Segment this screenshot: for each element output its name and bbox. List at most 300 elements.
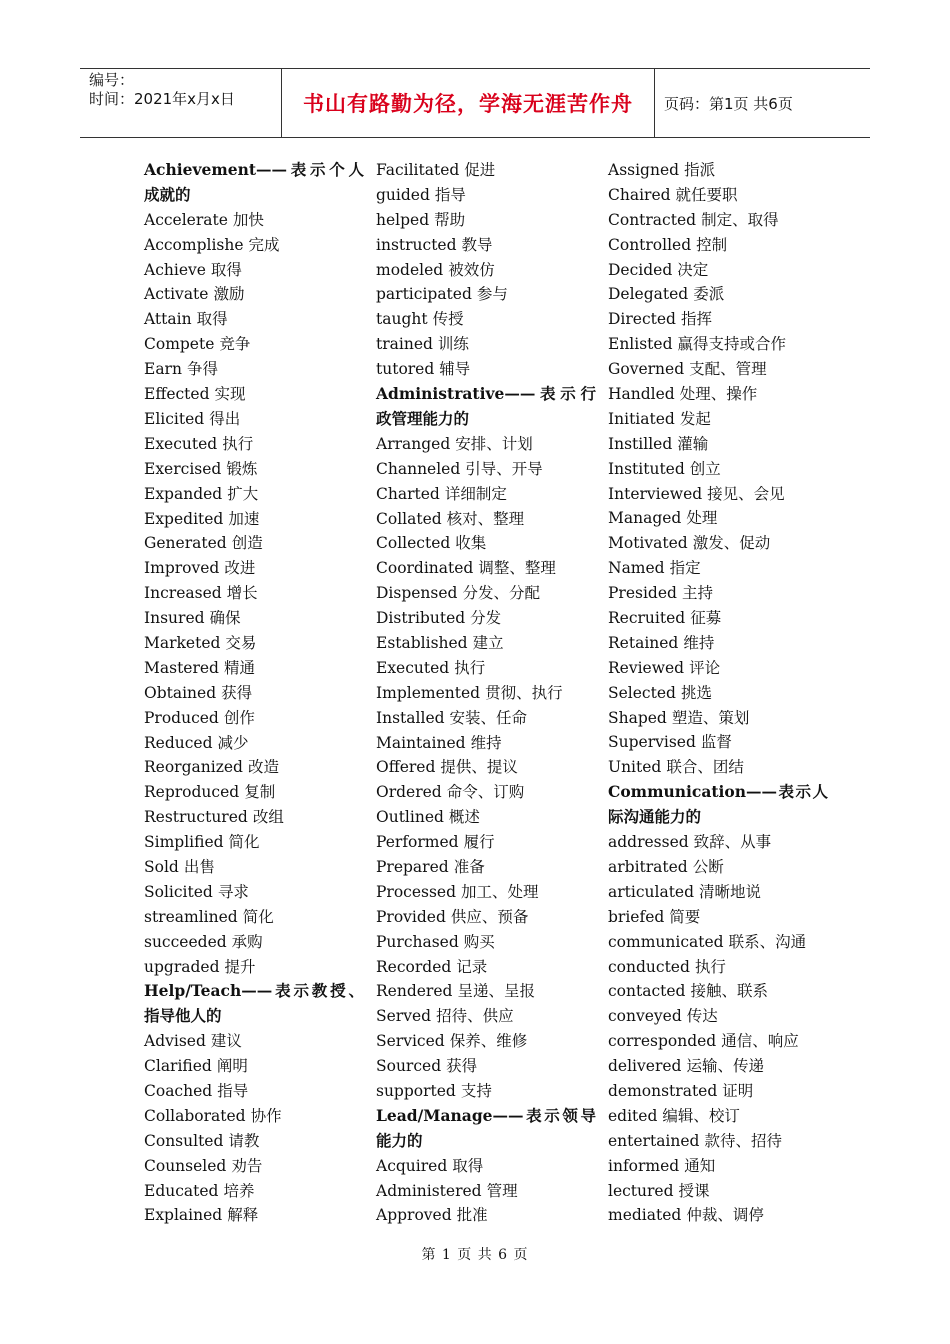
- chinese-meaning: 指派: [684, 161, 716, 179]
- chinese-meaning: 交易: [225, 633, 257, 652]
- vocab-entry: [608, 955, 828, 980]
- chinese-meaning: 履行: [463, 833, 495, 852]
- vocab-entry: [376, 307, 596, 332]
- vocab-entry: [608, 730, 828, 755]
- vocab-entry: [376, 955, 596, 980]
- chinese-meaning: 承购: [231, 932, 263, 951]
- chinese-meaning: 加工、处理: [461, 882, 539, 901]
- english-word: Restructured: [144, 808, 248, 827]
- vocab-entry: [376, 731, 596, 756]
- english-word: Recorded: [376, 957, 452, 976]
- vocab-entry: [608, 382, 828, 407]
- english-word: Purchased: [376, 932, 459, 951]
- vocab-entry: [144, 208, 364, 233]
- vocab-entry: [144, 1054, 364, 1079]
- chinese-meaning: 创立: [689, 459, 721, 478]
- english-word: Outlined: [376, 808, 444, 827]
- english-word: Accomplishe: [144, 235, 244, 254]
- vocab-entry: [144, 631, 364, 656]
- chinese-meaning: 呈递、呈报: [457, 982, 535, 1001]
- chinese-meaning: 引导、开导: [465, 459, 543, 478]
- english-word: informed: [608, 1156, 680, 1175]
- vocab-entry: [608, 706, 828, 731]
- chinese-meaning: 分发: [470, 609, 502, 628]
- vocab-entry: [376, 681, 596, 706]
- english-word: Acquired: [376, 1156, 448, 1175]
- english-word: upgraded: [144, 957, 220, 976]
- vocab-entry: [144, 930, 364, 955]
- vocab-entry: [376, 1203, 596, 1228]
- vocab-entry: [608, 880, 828, 905]
- vocab-entry: [608, 1203, 828, 1228]
- vocab-entry: [144, 1079, 364, 1104]
- chinese-meaning: 概述: [448, 808, 480, 827]
- chinese-meaning: 提供、提议: [440, 758, 518, 777]
- english-word: Attain: [144, 310, 192, 329]
- english-word: corresponded: [608, 1032, 717, 1051]
- chinese-meaning: 促进: [464, 161, 496, 179]
- english-word: Controlled: [608, 235, 692, 254]
- english-word: Presided: [608, 584, 677, 603]
- english-word: participated: [376, 285, 472, 304]
- english-word: Collected: [376, 534, 451, 553]
- vocab-entry: [376, 1004, 596, 1029]
- chinese-meaning: 维持: [470, 733, 502, 752]
- english-word: Charted: [376, 484, 440, 503]
- chinese-meaning: 简要: [669, 907, 701, 926]
- column-2: [376, 158, 596, 1228]
- chinese-meaning: 辅导: [439, 360, 471, 379]
- vocab-entry: [608, 208, 828, 233]
- vocab-entry: [608, 1004, 828, 1029]
- chinese-meaning: 制定、取得: [701, 210, 779, 229]
- column-3: [608, 158, 828, 1228]
- english-word: guided: [376, 185, 430, 204]
- english-word: Offered: [376, 758, 436, 777]
- vocab-entry: [608, 407, 828, 432]
- english-word: contacted: [608, 982, 686, 1001]
- english-word: Coordinated: [376, 559, 474, 578]
- english-word: Recruited: [608, 609, 686, 628]
- chinese-meaning: 建立: [472, 633, 504, 652]
- english-word: Reproduced: [144, 783, 240, 802]
- chinese-meaning: 就任要职: [675, 185, 738, 204]
- english-word: Supervised: [608, 733, 696, 752]
- vocab-entry: [144, 482, 364, 507]
- english-word: Administered: [376, 1181, 482, 1200]
- english-word: arbitrated: [608, 857, 688, 876]
- chinese-meaning: 管理: [486, 1181, 518, 1200]
- vocab-entry: [608, 158, 828, 183]
- chinese-meaning: 增长: [226, 584, 258, 603]
- vocab-entry: [144, 531, 364, 556]
- english-word: Achieve: [144, 260, 206, 279]
- chinese-meaning: 致辞、从事: [693, 833, 772, 852]
- english-word: Increased: [144, 584, 222, 603]
- header-motto: 书山有路勤为径，学海无涯苦作舟: [303, 92, 633, 116]
- chinese-meaning: 控制: [696, 235, 728, 254]
- vocab-entry: [144, 880, 364, 905]
- chinese-meaning: 指导: [434, 185, 466, 204]
- english-word: Processed: [376, 882, 457, 901]
- vocab-entry: [376, 780, 596, 805]
- vocab-entry: [144, 457, 364, 482]
- chinese-meaning: 编辑、校订: [662, 1106, 740, 1125]
- vocab-entry: [376, 282, 596, 307]
- chinese-meaning: 指导: [217, 1082, 249, 1101]
- vocab-entry: [144, 755, 364, 780]
- english-word: Motivated: [608, 534, 688, 553]
- chinese-meaning: 争得: [186, 360, 218, 379]
- chinese-meaning: 锻炼: [226, 459, 258, 478]
- vocab-entry: [144, 1154, 364, 1179]
- chinese-meaning: 供应、预备: [450, 907, 529, 926]
- english-word: Decided: [608, 260, 673, 279]
- chinese-meaning: 教导: [461, 235, 493, 254]
- english-word: Sold: [144, 857, 179, 876]
- vocab-entry: [608, 1154, 828, 1179]
- chinese-meaning: 公断: [692, 857, 724, 876]
- chinese-meaning: 贯彻、执行: [485, 683, 563, 702]
- english-word: Shaped: [608, 708, 667, 727]
- vocab-entry: [608, 1054, 828, 1079]
- chinese-meaning: 执行: [222, 434, 254, 453]
- vocab-entry: [608, 1179, 828, 1204]
- vocab-entry: [144, 307, 364, 332]
- chinese-meaning: 决定: [677, 260, 709, 279]
- chinese-meaning: 联系、沟通: [728, 932, 807, 951]
- vocab-entry: [376, 258, 596, 283]
- vocab-entry: [608, 830, 828, 855]
- english-word: Served: [376, 1007, 432, 1026]
- english-word: Generated: [144, 534, 227, 553]
- vocab-entry: [144, 581, 364, 606]
- vocab-entry: [144, 830, 364, 855]
- vocab-entry: [608, 332, 828, 357]
- vocab-entry: [376, 1054, 596, 1079]
- english-word: Marketed: [144, 633, 221, 652]
- chinese-meaning: 购买: [463, 932, 495, 951]
- vocab-entry: [144, 855, 364, 880]
- chinese-meaning: 取得: [196, 310, 228, 329]
- chinese-meaning: 安装、任命: [449, 708, 528, 727]
- vocab-entry: [608, 905, 828, 930]
- serial-label: 编号：: [89, 71, 135, 89]
- chinese-meaning: 监督: [700, 733, 732, 752]
- vocab-entry: [608, 432, 828, 457]
- english-word: Executed: [144, 434, 218, 453]
- english-word: Distributed: [376, 609, 466, 628]
- english-word: instructed: [376, 235, 457, 254]
- vocab-entry: [376, 855, 596, 880]
- vocab-entry: [608, 979, 828, 1004]
- chinese-meaning: 评论: [689, 658, 721, 677]
- chinese-meaning: 加快: [232, 210, 264, 229]
- chinese-meaning: 核对、整理: [446, 509, 525, 528]
- chinese-meaning: 详细制定: [444, 484, 507, 503]
- vocab-entry: [608, 855, 828, 880]
- chinese-meaning: 准备: [453, 857, 485, 876]
- english-word: Advised: [144, 1032, 206, 1051]
- vocab-entry: [376, 656, 596, 681]
- chinese-meaning: 赢得支持或合作: [677, 335, 787, 354]
- english-word: Handled: [608, 385, 675, 404]
- header-page-label: 页码：第1页 共6页: [664, 94, 793, 113]
- english-word: Serviced: [376, 1032, 445, 1051]
- chinese-meaning: 保养、维修: [449, 1032, 528, 1051]
- english-word: Simplified: [144, 833, 224, 852]
- chinese-meaning: 取得: [210, 260, 242, 279]
- vocab-entry: [376, 979, 596, 1004]
- chinese-meaning: 创造: [231, 534, 263, 553]
- english-word: succeeded: [144, 932, 227, 951]
- english-word: Established: [376, 633, 468, 652]
- chinese-meaning: 挑选: [680, 683, 712, 702]
- chinese-meaning: 指定: [669, 559, 701, 578]
- english-word: Reorganized: [144, 758, 243, 777]
- vocab-entry: [608, 1129, 828, 1154]
- vocab-entry: [144, 656, 364, 681]
- vocab-entry: [144, 432, 364, 457]
- english-word: Channeled: [376, 459, 461, 478]
- english-word: supported: [376, 1081, 456, 1100]
- english-word: Effected: [144, 385, 210, 404]
- chinese-meaning: 减少: [217, 733, 249, 752]
- chinese-meaning: 调整、整理: [478, 559, 556, 578]
- vocab-entry: [376, 482, 596, 507]
- vocab-entry: [376, 706, 596, 731]
- vocab-entry: [144, 1104, 364, 1129]
- vocab-entry: [608, 581, 828, 606]
- vocab-entry: [144, 282, 364, 307]
- vocab-entry: [144, 805, 364, 830]
- chinese-meaning: 委派: [693, 285, 725, 304]
- chinese-meaning: 传达: [686, 1007, 718, 1026]
- vocab-entry: [376, 183, 596, 208]
- english-word: Named: [608, 559, 665, 578]
- english-word: United: [608, 758, 662, 777]
- english-word: Assigned: [608, 161, 680, 179]
- vocab-entry: [608, 258, 828, 283]
- vocab-entry: [376, 432, 596, 457]
- english-word: conveyed: [608, 1007, 682, 1026]
- chinese-meaning: 竞争: [219, 335, 251, 354]
- page-header: [80, 68, 870, 138]
- english-word: addressed: [608, 833, 689, 852]
- vocab-entry: [144, 407, 364, 432]
- chinese-meaning: 得出: [209, 409, 241, 428]
- vocab-entry: [376, 830, 596, 855]
- vocab-entry: [376, 755, 596, 780]
- english-word: Accelerate: [144, 210, 228, 229]
- english-word: Elicited: [144, 409, 205, 428]
- vocab-entry: [144, 905, 364, 930]
- chinese-meaning: 寻求: [217, 882, 249, 901]
- vocab-entry: [376, 357, 596, 382]
- time-label: 时间：2021年x月x日: [89, 90, 235, 108]
- section-heading: Communication——表示人际沟通能力的: [608, 782, 828, 827]
- english-word: Implemented: [376, 683, 481, 702]
- english-word: Executed: [376, 658, 450, 677]
- english-word: lectured: [608, 1181, 674, 1200]
- english-word: edited: [608, 1106, 658, 1125]
- section-heading: Lead/Manage——表示领导能力的: [376, 1105, 596, 1150]
- chinese-meaning: 塑造、策划: [671, 708, 750, 727]
- chinese-meaning: 收集: [455, 534, 487, 553]
- english-word: conducted: [608, 957, 690, 976]
- chinese-meaning: 实现: [214, 385, 246, 404]
- english-word: Reviewed: [608, 658, 685, 677]
- chinese-meaning: 扩大: [227, 484, 259, 503]
- vocab-entry: [144, 606, 364, 631]
- english-word: Educated: [144, 1181, 219, 1200]
- chinese-meaning: 命令、订购: [446, 783, 525, 802]
- vocab-entry: [376, 457, 596, 482]
- english-word: Prepared: [376, 857, 449, 876]
- vocab-entry: [376, 606, 596, 631]
- chinese-meaning: 发起: [679, 409, 711, 428]
- vocab-entry: [376, 631, 596, 656]
- english-word: Performed: [376, 833, 459, 852]
- chinese-meaning: 提升: [224, 957, 256, 976]
- chinese-meaning: 处理: [686, 509, 718, 528]
- english-word: articulated: [608, 882, 695, 901]
- chinese-meaning: 激发、促动: [692, 534, 771, 553]
- english-word: Governed: [608, 360, 685, 379]
- vocab-entry: [376, 233, 596, 258]
- vocab-entry: [376, 531, 596, 556]
- chinese-meaning: 安排、计划: [455, 434, 533, 453]
- chinese-meaning: 取得: [452, 1156, 484, 1175]
- chinese-meaning: 批准: [456, 1206, 488, 1225]
- english-word: delivered: [608, 1057, 682, 1076]
- vocab-entry: [608, 506, 828, 531]
- vocab-entry: [608, 307, 828, 332]
- english-word: Coached: [144, 1082, 213, 1101]
- english-word: Dispensed: [376, 584, 458, 603]
- vocab-entry: [376, 332, 596, 357]
- chinese-meaning: 协作: [250, 1106, 282, 1125]
- chinese-meaning: 通信、响应: [721, 1032, 799, 1051]
- chinese-meaning: 获得: [221, 683, 253, 702]
- vocab-entry: [144, 507, 364, 532]
- vocab-entry: [376, 581, 596, 606]
- english-word: trained: [376, 335, 433, 354]
- chinese-meaning: 出售: [183, 857, 215, 876]
- vocab-entry: [608, 1104, 828, 1129]
- english-word: Consulted: [144, 1131, 224, 1150]
- chinese-meaning: 授课: [678, 1181, 710, 1200]
- english-word: Approved: [376, 1206, 452, 1225]
- vocab-entry: [376, 556, 596, 581]
- section-heading: Help/Teach——表示教授、指导他人的: [144, 981, 364, 1026]
- chinese-meaning: 仲裁、调停: [686, 1206, 764, 1225]
- chinese-meaning: 运输、传递: [686, 1057, 764, 1076]
- vocab-entry: [376, 158, 596, 183]
- vocab-entry: [376, 880, 596, 905]
- english-word: Managed: [608, 509, 682, 528]
- english-word: Instituted: [608, 459, 685, 478]
- chinese-meaning: 建议: [210, 1032, 242, 1051]
- chinese-meaning: 分发、分配: [462, 584, 540, 603]
- english-word: Interviewed: [608, 484, 703, 503]
- vocab-entry: [376, 905, 596, 930]
- english-word: Installed: [376, 708, 445, 727]
- vocab-entry: [144, 556, 364, 581]
- chinese-meaning: 加速: [228, 509, 260, 528]
- english-word: Instilled: [608, 434, 673, 453]
- vocab-entry: [376, 805, 596, 830]
- vocab-entry: [608, 233, 828, 258]
- chinese-meaning: 阐明: [216, 1057, 248, 1076]
- chinese-meaning: 清晰地说: [699, 882, 762, 901]
- english-word: Expanded: [144, 484, 223, 503]
- vocab-entry: [144, 731, 364, 756]
- english-word: Explained: [144, 1206, 223, 1225]
- vocab-entry: [608, 556, 828, 581]
- english-word: Retained: [608, 633, 679, 652]
- english-word: Provided: [376, 907, 446, 926]
- chinese-meaning: 款待、招待: [704, 1131, 782, 1150]
- chinese-meaning: 维持: [683, 633, 715, 652]
- chinese-meaning: 通知: [684, 1156, 716, 1175]
- english-word: Initiated: [608, 409, 675, 428]
- vocab-entry: [376, 507, 596, 532]
- english-word: streamlined: [144, 907, 238, 926]
- chinese-meaning: 简化: [242, 907, 274, 926]
- chinese-meaning: 完成: [248, 235, 280, 254]
- column-1: [144, 158, 364, 1228]
- vocab-entry: [376, 1029, 596, 1054]
- english-word: Collaborated: [144, 1106, 246, 1125]
- english-word: Reduced: [144, 733, 213, 752]
- english-word: taught: [376, 310, 428, 329]
- chinese-meaning: 指挥: [680, 310, 712, 329]
- english-word: Sourced: [376, 1057, 442, 1076]
- chinese-meaning: 灌输: [677, 434, 709, 453]
- chinese-meaning: 培养: [223, 1181, 255, 1200]
- english-word: Compete: [144, 335, 215, 354]
- vocab-entry: [608, 1029, 828, 1054]
- section-heading: Administrative——表示行政管理能力的: [376, 384, 596, 428]
- vocab-entry: [144, 1029, 364, 1054]
- english-word: Ordered: [376, 783, 442, 802]
- english-word: modeled: [376, 260, 444, 279]
- chinese-meaning: 接触、联系: [690, 982, 768, 1001]
- english-word: Facilitated: [376, 161, 460, 179]
- vocab-entry: [608, 357, 828, 382]
- english-word: Mastered: [144, 658, 219, 677]
- vocab-entry: [144, 258, 364, 283]
- vocab-entry: [376, 208, 596, 233]
- vocab-entry: [144, 955, 364, 980]
- chinese-meaning: 证明: [722, 1081, 754, 1100]
- vocab-entry: [144, 1129, 364, 1154]
- english-word: communicated: [608, 932, 724, 951]
- english-word: Arranged: [376, 434, 451, 453]
- chinese-meaning: 简化: [228, 833, 260, 852]
- english-word: Enlisted: [608, 335, 673, 354]
- english-word: Expedited: [144, 509, 224, 528]
- chinese-meaning: 执行: [694, 957, 726, 976]
- english-word: Exercised: [144, 459, 222, 478]
- english-word: Solicited: [144, 882, 213, 901]
- vocab-entry: [144, 382, 364, 407]
- english-word: Directed: [608, 310, 676, 329]
- chinese-meaning: 改造: [247, 758, 279, 777]
- chinese-meaning: 执行: [454, 658, 486, 677]
- english-word: mediated: [608, 1206, 682, 1225]
